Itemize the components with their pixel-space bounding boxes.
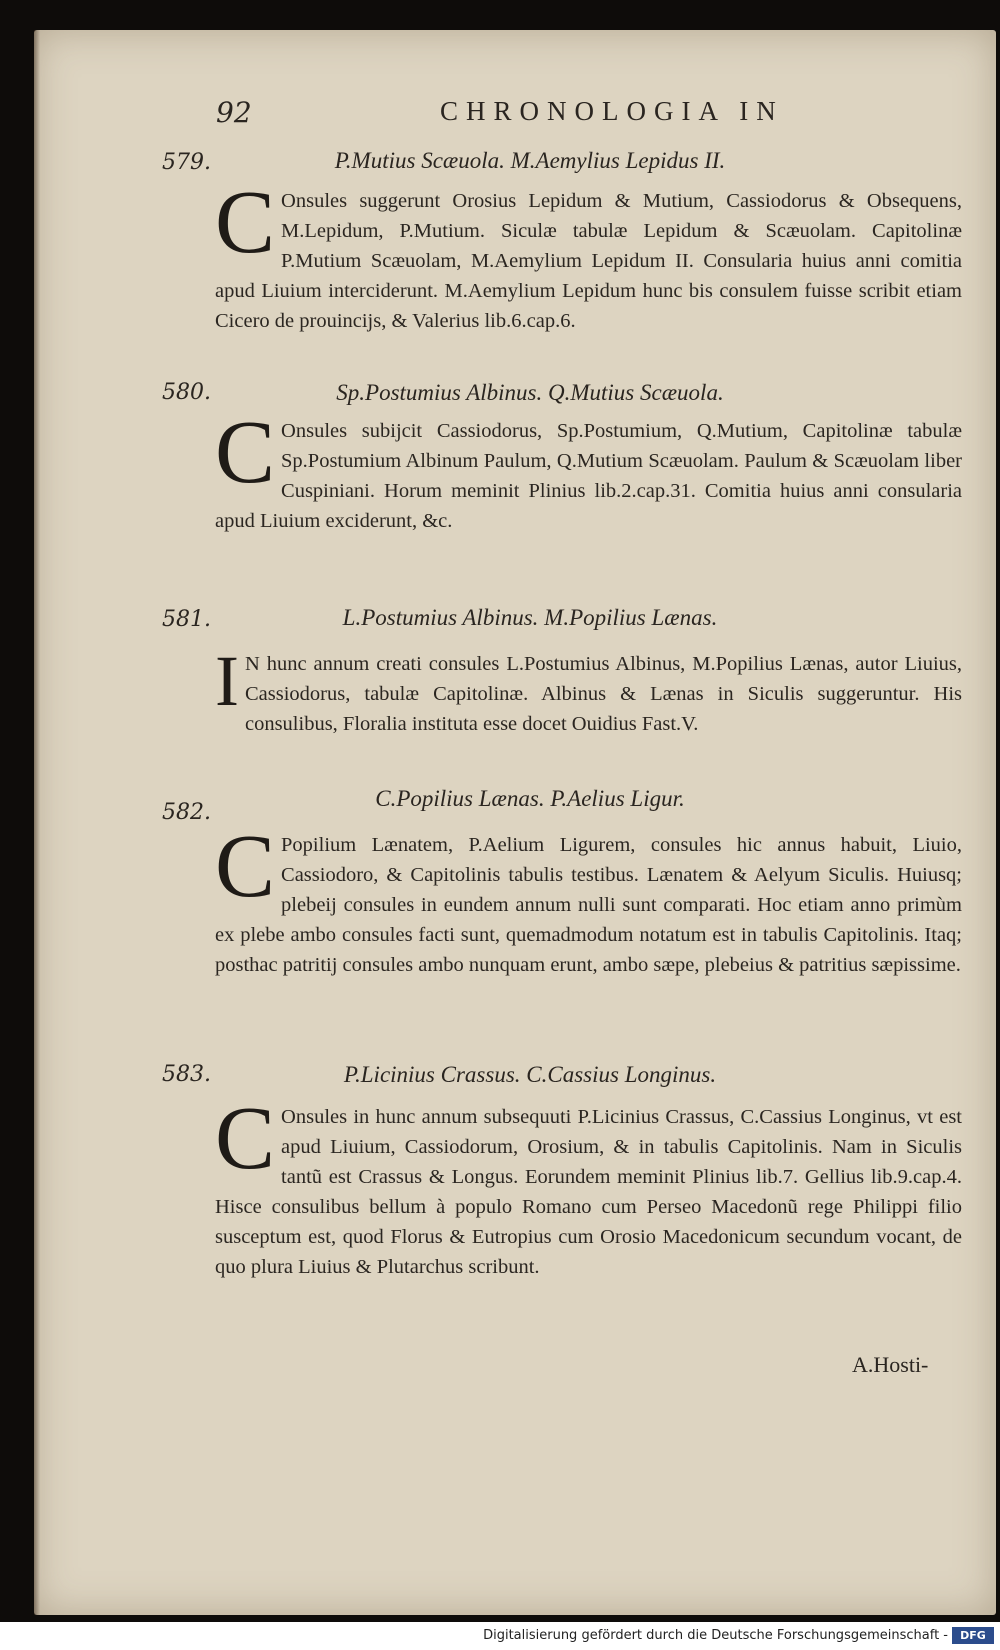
- entry-text: [215, 1089, 962, 1282]
- consul-names: C.Popilius Lænas. P.Aelius Ligur.: [375, 786, 685, 811]
- page-edge-shadow: [34, 30, 40, 1615]
- drop-cap: C: [215, 173, 276, 272]
- footer-credit: Digitalisierung gefördert durch die Deutsche Forschungsgemeinschaft -: [483, 1628, 948, 1643]
- consul-names: P.Licinius Crassus. C.Cassius Longinus.: [343, 1062, 717, 1087]
- drop-cap: C: [215, 403, 276, 502]
- entry-body: Onsules suggerunt Orosius Lepidum & Mutium, Cassiodorus & Obsequens, M.Lepidum, P.Mutium. Siculæ tabulæ Lepidum & Scæuolam. Capitolinæ P.Mutium Scæuolam, M.Aemylium Lepidum II. Consularia huius anni comitia apud Liuium interciderunt. M.Aemylium Lepidum hunc bis consulem fuisse scribit etiam Cicero de prouincijs, & Valerius lib.6.cap.6.: [215, 190, 962, 332]
- page-header: [40, 96, 960, 136]
- catchword: A.Hosti-: [852, 1352, 929, 1377]
- running-head: CHRONOLOGIA IN: [440, 96, 784, 126]
- entry-text: [215, 817, 962, 980]
- drop-cap: C: [215, 1089, 276, 1188]
- page-number: 92: [216, 96, 252, 129]
- year-marker: 579.: [162, 150, 211, 175]
- entry-body: Onsules subijcit Cassiodorus, Sp.Postumium, Q.Mutium, Capitolinæ tabulæ Sp.Postumium Albinum Paulum, Q.Mutium Scæuolam. Paulum & Scæuolam liber Cuspiniani. Horum meminit Plinius lib.2.cap.31. Comitia huius anni consularia apud Liuium exciderunt, &c.: [215, 420, 962, 532]
- year-marker: 582.: [162, 800, 211, 825]
- year-marker: 581.: [162, 607, 211, 632]
- entry-text: [215, 173, 962, 336]
- entry-text: [215, 403, 962, 536]
- year-marker: 580.: [162, 380, 211, 405]
- year-marker: 583.: [162, 1062, 211, 1087]
- drop-cap: C: [215, 817, 276, 916]
- footer-bar: [0, 1622, 1000, 1650]
- entry-text: [215, 641, 962, 739]
- dfg-logo-icon[interactable]: DFG: [952, 1627, 994, 1644]
- entry-body: Popilium Lænatem, P.Aelium Ligurem, consules hic annus habuit, Liuio, Cassiodoro, & Capitolinis tabulis testibus. Lænatem & Aelyum Siculis. Huiusq; plebeij consules in eundem annum nulli sunt comparati. Hoc etiam anno primùm ex plebe ambo consules facti sunt, quemadmodum notatum est in tabulis Capitolinis. Itaq; posthac patritij consules ambo nunquam erunt, ambo sæpe, plebeius & patritius sæpissime.: [215, 834, 962, 976]
- consul-names: Sp.Postumius Albinus. Q.Mutius Scæuola.: [336, 380, 724, 405]
- consul-names: L.Postumius Albinus. M.Popilius Lænas.: [342, 605, 718, 630]
- entry-body: N hunc annum creati consules L.Postumius Albinus, M.Popilius Lænas, autor Liuius, Cassiodorus, tabulæ Capitolinæ. Albinus & Lænas in Siculis suggeruntur. His consulibus, Floralia instituta esse docet Ouidius Fast.V.: [244, 653, 962, 735]
- consul-names: P.Mutius Scæuola. M.Aemylius Lepidus II.: [334, 148, 726, 173]
- entry-body: Onsules in hunc annum subsequuti P.Licinius Crassus, C.Cassius Longinus, vt est apud Liuium, Cassiodorum, Orosium, & in tabulis Capitolinis. Nam in Siculis tantũ est Crassus & Longus. Eorundem meminit Plinius lib.7. Gellius lib.9.cap.4. Hisce consulibus bellum à populo Romano cum Perseo Macedonũ rege Philippi filio susceptum est, quod Florus & Eutropius cum Orosio Macedonicum secundum vocant, de quo plura Liuius & Plutarchus scribunt.: [215, 1106, 962, 1278]
- drop-cap: I: [215, 641, 239, 721]
